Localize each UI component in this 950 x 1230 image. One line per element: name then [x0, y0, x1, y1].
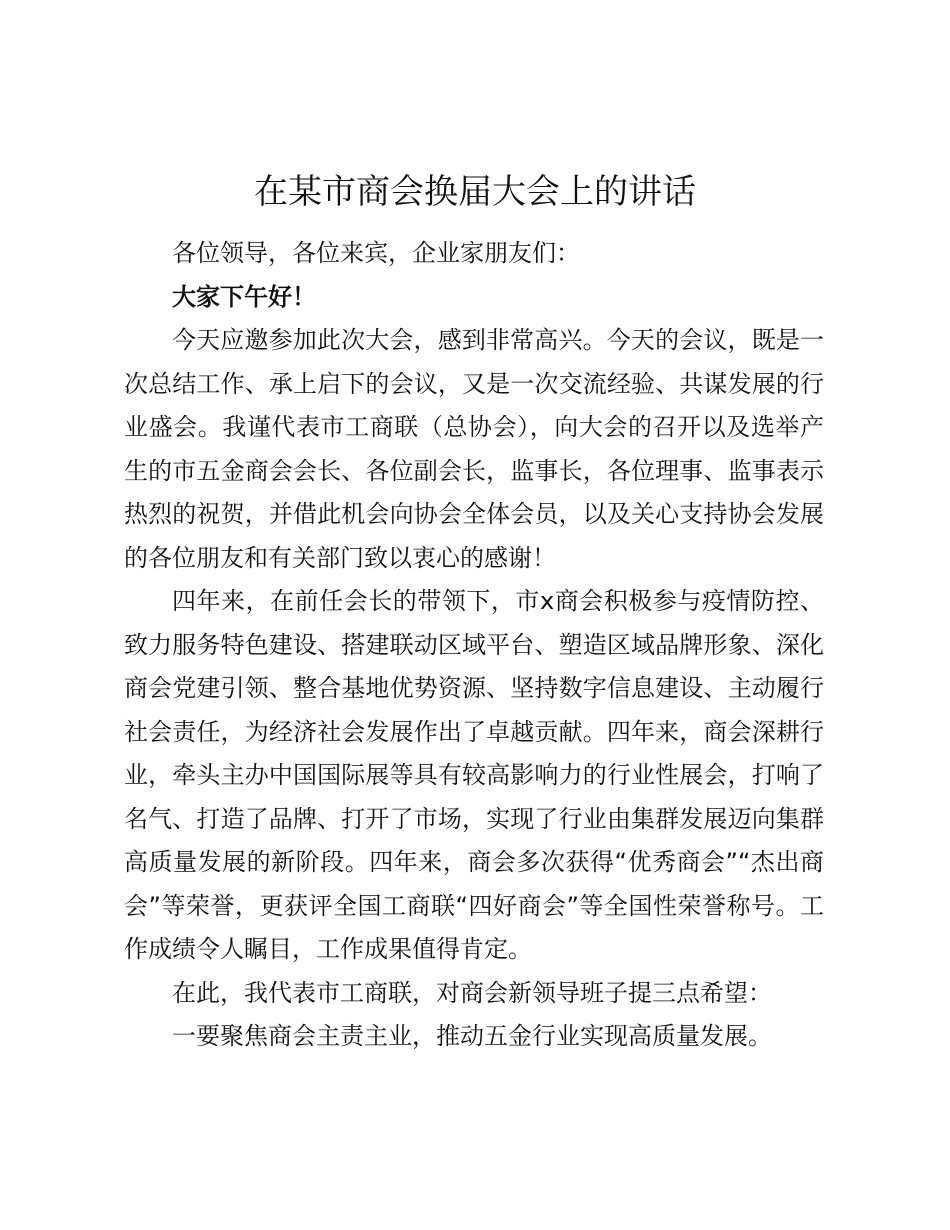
- paragraph-3: 在此，我代表市工商联，对商会新领导班子提三点希望：: [172, 978, 772, 1007]
- salutation: 各位领导，各位来宾，企业家朋友们：: [172, 239, 580, 267]
- paragraph-1: 今天应邀参加此次大会，感到非常高兴。今天的会议，既是一次总结工作、承上启下的会议，又是一次交流经验、共谋发展的行业盛会。我谨代表市工商联（总协会），向大会的召开以及选举产生的市五金商会会长、各位副会长，监事长，各位理事、监事表示热烈的祝贺，并借此机会向协会全体会员，以及关心支持协会发展的各位朋友和有关部门致以衷心的感谢！: [124, 326, 824, 572]
- document-body: [124, 232, 824, 1059]
- page-title: 在某市商会换届大会上的讲话: [254, 172, 696, 212]
- paragraph-4: 一要聚焦商会主责主业，推动五金行业实现高质量发展。: [172, 1022, 772, 1050]
- greeting: 大家下午好！: [172, 282, 316, 311]
- paragraph-2: 四年来，在前任会长的带领下，市x商会积极参与疫情防控、致力服务特色建设、搭建联动区域平台、塑造区域品牌形象、深化商会党建引领、整合基地优势资源、坚持数字信息建设、主动履行社会责任，为经济社会发展作出了卓越贡献。四年来，商会深耕行业，牵头主办中国国际展等具有较高影响力的行业性展会，打响了名气、打造了品牌、打开了市场，实现了行业由集群发展迈向集群高质量发展的新阶段。四年来，商会多次获得“优秀商会”“杰出商会”等荣誉，更获评全国工商联“四好商会”等全国性荣誉称号。工作成绩令人瞩目，工作成果值得肯定。: [124, 587, 824, 963]
